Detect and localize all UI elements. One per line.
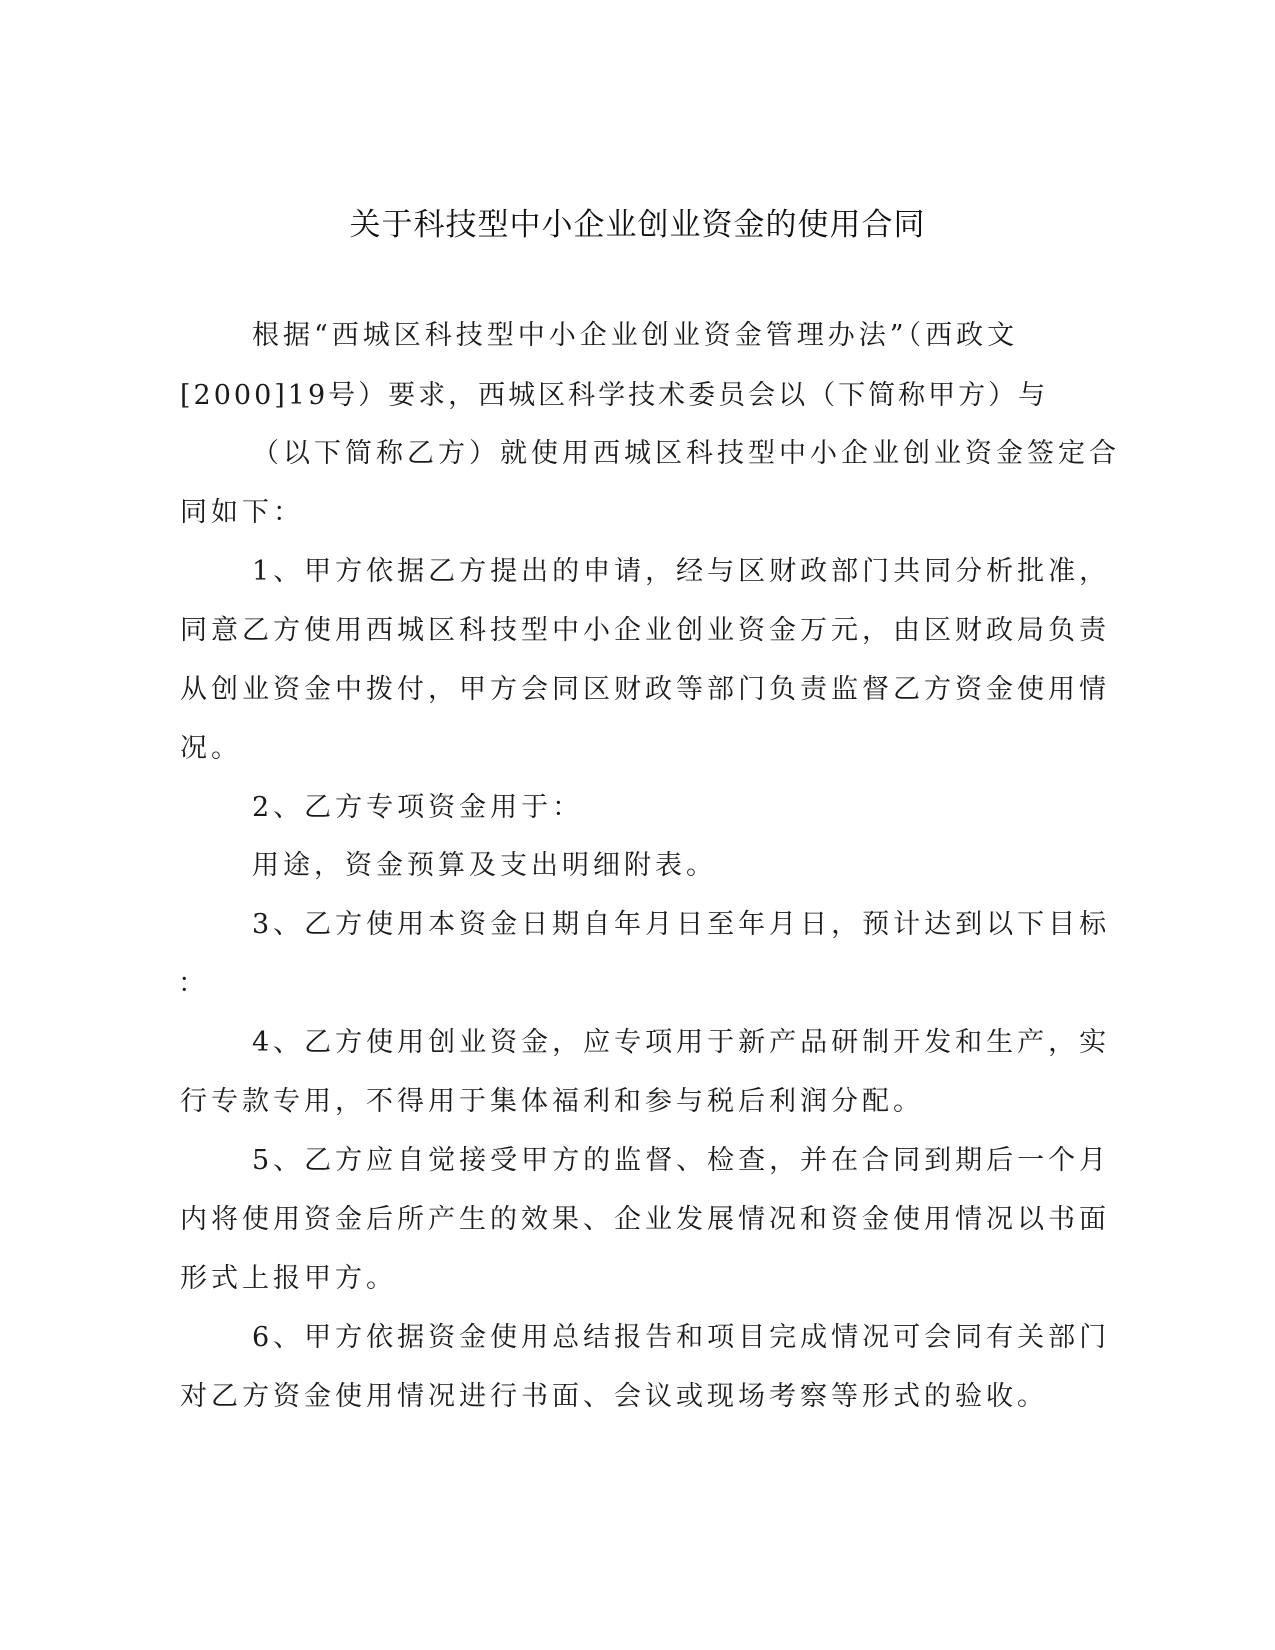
body-line: 行专款专用，不得用于集体福利和参与税后利润分配。 [180,1086,924,1117]
document-title: 关于科技型中小企业创业资金的使用合同 [349,207,926,243]
body-line: 形式上报甲方。 [180,1263,397,1294]
body-line: 同如下： [180,497,304,528]
body-line: 1、甲方依据乙方提出的申请，经与区财政部门共同分析批准， [252,556,1111,587]
body-line: 对乙方资金使用情况进行书面、会议或现场考察等形式的验收。 [180,1381,1048,1412]
body-line: 用途，资金预算及支出明细附表。 [252,850,717,881]
body-line: 内将使用资金后所产生的效果、企业发展情况和资金使用情况以书面 [180,1204,1110,1235]
body-line: 3、乙方使用本资金日期自年月日至年月日，预计达到以下目标 [252,909,1111,940]
body-line: 同意乙方使用西城区科技型中小企业创业资金万元，由区财政局负责 [180,615,1110,646]
body-line: 6、甲方依据资金使用总结报告和项目完成情况可会同有关部门 [252,1322,1111,1353]
body-line: [2000]19号）要求，西城区科学技术委员会以（下简称甲方）与 [180,380,1049,411]
body-line: 根据“西城区科技型中小企业创业资金管理办法”（西政文 [252,320,1019,351]
body-line: 5、乙方应自觉接受甲方的监督、检查，并在合同到期后一个月 [252,1145,1111,1176]
body-line: （以下简称乙方）就使用西城区科技型中小企业创业资金签定合 [252,438,1120,469]
body-line: 2、乙方专项资金用于： [252,792,584,823]
body-line: 况。 [180,733,242,764]
body-line: ： [178,968,209,999]
body-line: 从创业资金中拨付，甲方会同区财政等部门负责监督乙方资金使用情 [180,674,1110,705]
body-line: 4、乙方使用创业资金，应专项用于新产品研制开发和生产，实 [252,1027,1111,1058]
